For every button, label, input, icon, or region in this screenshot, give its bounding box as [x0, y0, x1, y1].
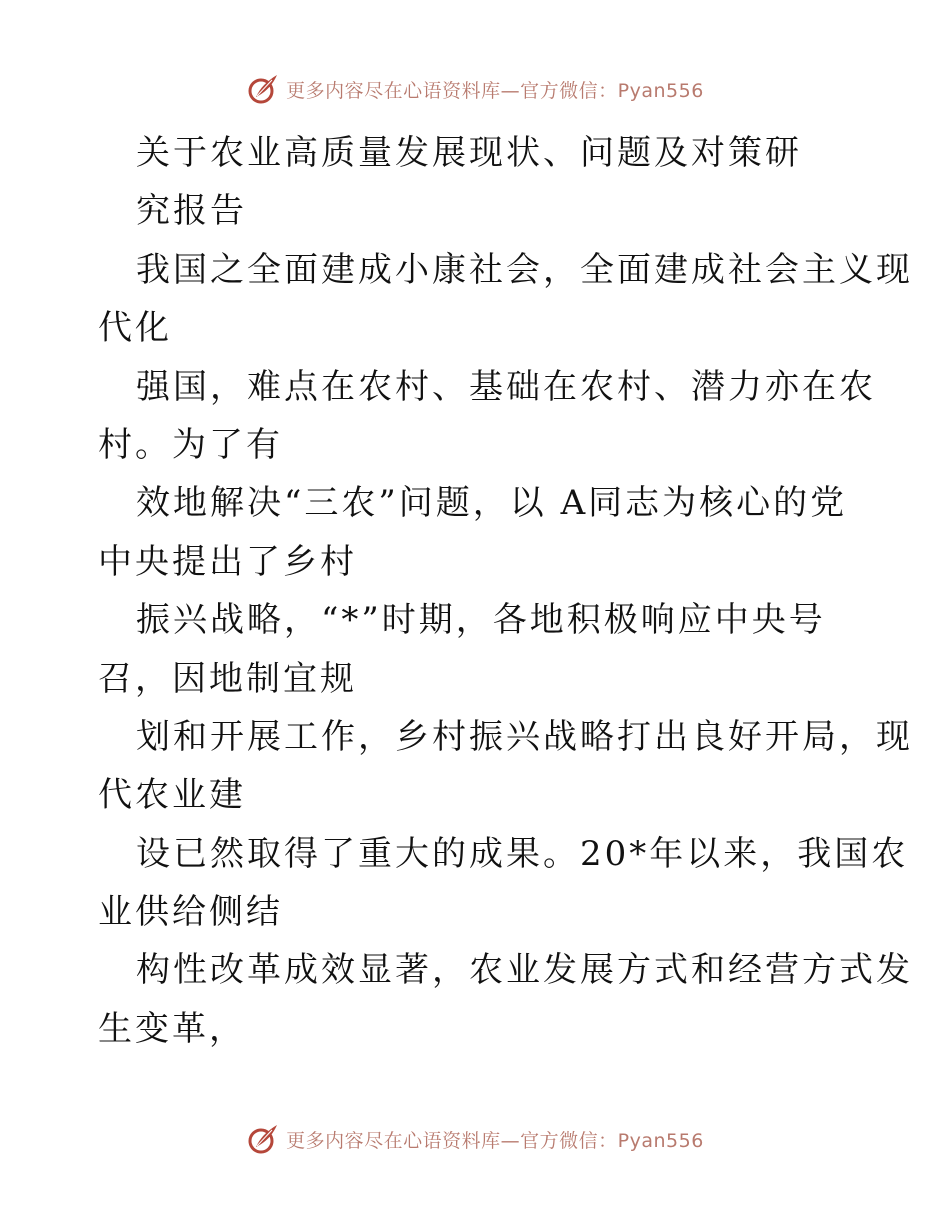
text-line: 振兴战略，“*”时期，各地积极响应中央号 [136, 600, 826, 641]
text-line: 中央提出了乡村 [98, 541, 357, 582]
watermark-text: 更多内容尽在心语资料库—官方微信：Pyan556 [286, 1129, 704, 1152]
header-watermark [0, 72, 950, 106]
feather-circle-logo-icon [246, 72, 280, 106]
text-line: 业供给侧结 [98, 892, 283, 933]
text-line: 构性改革成效显著，农业发展方式和经营方式发 [136, 950, 913, 991]
text-line: 村。为了有 [98, 424, 283, 465]
text-line: 我国之全面建成小康社会，全面建成社会主义现 [136, 249, 913, 290]
watermark-text: 更多内容尽在心语资料库—官方微信：Pyan556 [286, 79, 704, 102]
text-line: 设已然取得了重大的成果。20*年以来，我国农 [136, 833, 909, 874]
text-line: 究报告 [136, 191, 247, 232]
text-line: 效地解决“三农”问题，以 A同志为核心的党 [136, 483, 848, 524]
text-line: 划和开展工作，乡村振兴战略打出良好开局，现 [136, 716, 913, 757]
text-line: 强国，难点在农村、基础在农村、潜力亦在农 [136, 366, 876, 407]
text-line: 生变革， [98, 1008, 246, 1049]
document-body [98, 124, 913, 1058]
text-line: 代农业建 [98, 775, 246, 816]
feather-circle-logo-icon [246, 1122, 280, 1156]
text-line: 召，因地制宜规 [98, 658, 357, 699]
footer-watermark [0, 1122, 950, 1156]
text-line: 代化 [98, 308, 172, 349]
text-line: 关于农业高质量发展现状、问题及对策研 [136, 133, 802, 173]
